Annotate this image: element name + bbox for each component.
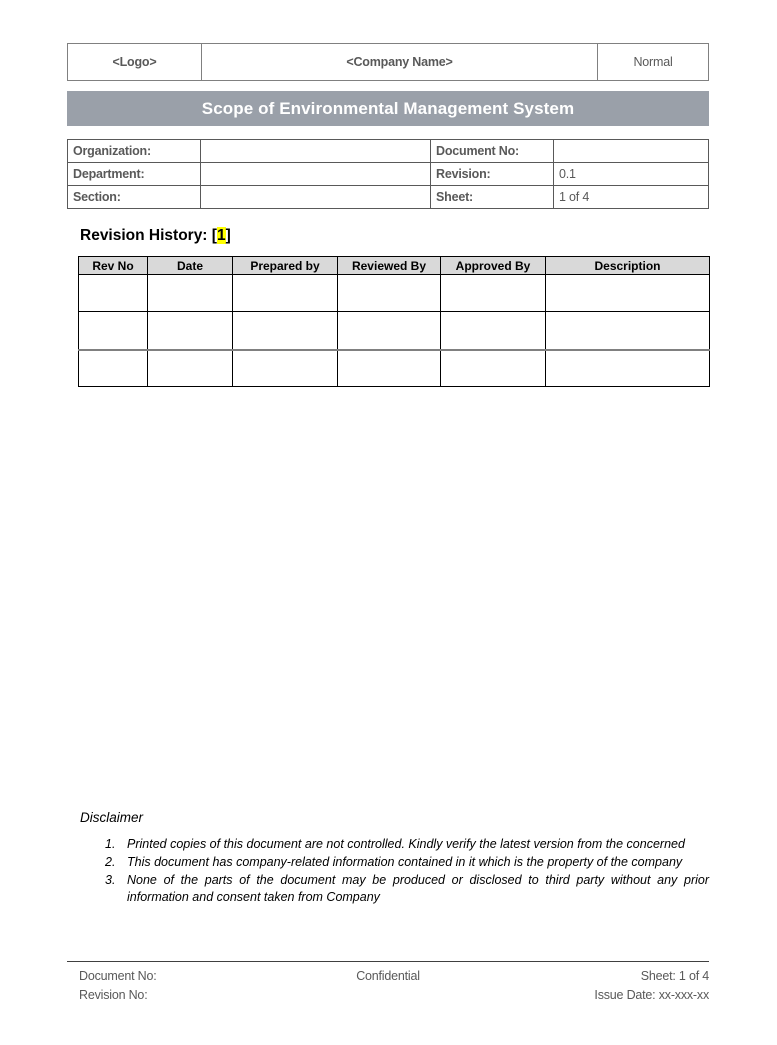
disclaimer-item-number: 2.	[105, 854, 116, 869]
revision-cell[interactable]	[546, 312, 710, 350]
revision-cell[interactable]	[546, 275, 710, 312]
disclaimer-item-text: This document has company-related information contained in it which is the property of the company	[127, 854, 683, 869]
footer-sheet-label: Sheet: 1 of 4	[640, 969, 709, 983]
revision-cell[interactable]	[79, 312, 148, 350]
col-header-description: Description	[546, 257, 710, 275]
footer-issue-date-label: Issue Date: xx-xxx-xx	[594, 987, 709, 1002]
footer-left-block	[67, 967, 356, 1005]
revision-cell[interactable]	[79, 275, 148, 312]
disclaimer-item-number: 1.	[105, 837, 116, 851]
logo-placeholder-cell: <Logo>	[112, 55, 157, 69]
revision-cell[interactable]	[148, 275, 233, 312]
col-header-reviewed-by: Reviewed By	[338, 257, 441, 275]
revision-table-header-row	[79, 257, 710, 275]
revision-table-row	[79, 350, 710, 387]
revision-history-table	[78, 256, 710, 387]
disclaimer-item-text: Printed copies of this document are not controlled. Kindly verify the latest version from the concerned	[127, 837, 685, 851]
revision-cell[interactable]	[338, 275, 441, 312]
organization-value-cell[interactable]	[201, 140, 431, 163]
revision-cell[interactable]	[233, 312, 338, 350]
col-header-prepared-by: Prepared by	[233, 257, 338, 275]
revision-cell[interactable]	[441, 312, 546, 350]
revision-cell[interactable]	[148, 350, 233, 387]
col-header-rev-no: Rev No	[79, 257, 148, 275]
page-title: Scope of Environmental Management System	[201, 98, 575, 118]
department-value-cell[interactable]	[201, 163, 431, 186]
revision-table-row	[79, 275, 710, 312]
document-no-value-cell[interactable]	[554, 140, 709, 163]
organization-label: Organization:	[68, 140, 201, 163]
col-header-approved-by: Approved By	[441, 257, 546, 275]
revision-history-heading	[80, 227, 709, 245]
document-info-table	[67, 139, 709, 209]
disclaimer-item	[105, 836, 709, 853]
document-title-bar	[67, 91, 709, 126]
footer-document-no-label: Document No:	[79, 969, 157, 983]
section-value-cell[interactable]	[201, 186, 431, 209]
revision-value-cell[interactable]: 0.1	[554, 163, 709, 186]
revision-cell[interactable]	[79, 350, 148, 387]
document-content	[67, 43, 709, 387]
footer-right-block	[420, 967, 709, 1005]
department-label: Department:	[68, 163, 201, 186]
company-name-cell: <Company Name>	[201, 44, 597, 80]
revision-history-heading-suffix: ]	[225, 227, 231, 244]
revision-cell[interactable]	[233, 350, 338, 387]
document-header-table	[67, 43, 709, 81]
revision-table-row	[79, 312, 710, 350]
document-no-label: Document No:	[431, 140, 554, 163]
revision-cell[interactable]	[233, 275, 338, 312]
disclaimer-heading: Disclaimer	[80, 810, 144, 825]
revision-history-heading-prefix: Revision History: [	[80, 227, 217, 244]
disclaimer-item	[105, 872, 709, 906]
disclaimer-section	[67, 810, 709, 907]
section-label: Section:	[68, 186, 201, 209]
footer-revision-no-label: Revision No:	[79, 987, 148, 1002]
document-footer	[67, 961, 709, 1005]
disclaimer-item-number: 3.	[105, 872, 116, 887]
sheet-value-cell[interactable]: 1 of 4	[554, 186, 709, 209]
doc-type-cell: Normal	[597, 44, 708, 80]
disclaimer-item-text: None of the parts of the document may be produced or disclosed to third party without any prior information and consent taken from Company	[127, 872, 709, 904]
revision-cell[interactable]	[546, 350, 710, 387]
footer-confidential-label: Confidential	[356, 969, 420, 983]
disclaimer-item	[105, 854, 709, 871]
revision-cell[interactable]	[338, 312, 441, 350]
revision-label: Revision:	[431, 163, 554, 186]
revision-cell[interactable]	[148, 312, 233, 350]
revision-ref-highlight: 1	[216, 227, 226, 244]
col-header-date: Date	[148, 257, 233, 275]
revision-cell[interactable]	[338, 350, 441, 387]
disclaimer-list	[67, 836, 709, 906]
sheet-label: Sheet:	[431, 186, 554, 209]
revision-cell[interactable]	[441, 275, 546, 312]
revision-cell[interactable]	[441, 350, 546, 387]
